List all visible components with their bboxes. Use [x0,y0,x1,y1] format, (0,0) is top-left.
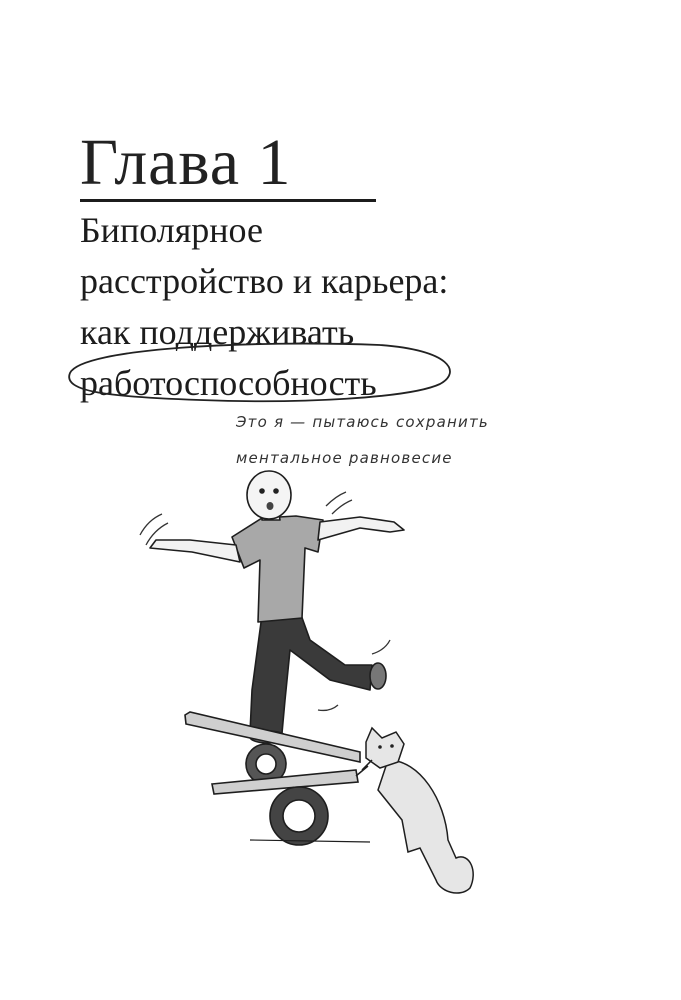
illustration-caption-line-1: Это я — пытаюсь сохранить [236,413,489,431]
cat [356,728,473,893]
balance-board-stack [185,712,370,845]
hand-drawn-ellipse [69,344,450,402]
balancing-person [150,471,404,743]
person-shirt [232,516,323,622]
chapter-title-line-4: работоспособность [80,363,377,403]
chapter-title-line-2: расстройство и карьера: [80,261,449,301]
person-pants [250,612,372,733]
chapter-number: Глава 1 [80,126,292,199]
person-right-shoe [370,663,386,689]
person-head [247,471,291,519]
person-left-arm [150,540,240,562]
chapter-title-line-3: как поддерживать [80,312,355,352]
chapter-title-line-1: Биполярное [80,210,263,250]
cat-head [366,728,404,768]
illustration-caption-line-2: ментальное равновесие [236,449,453,467]
cat-body [378,760,473,893]
person-right-arm [318,517,404,540]
